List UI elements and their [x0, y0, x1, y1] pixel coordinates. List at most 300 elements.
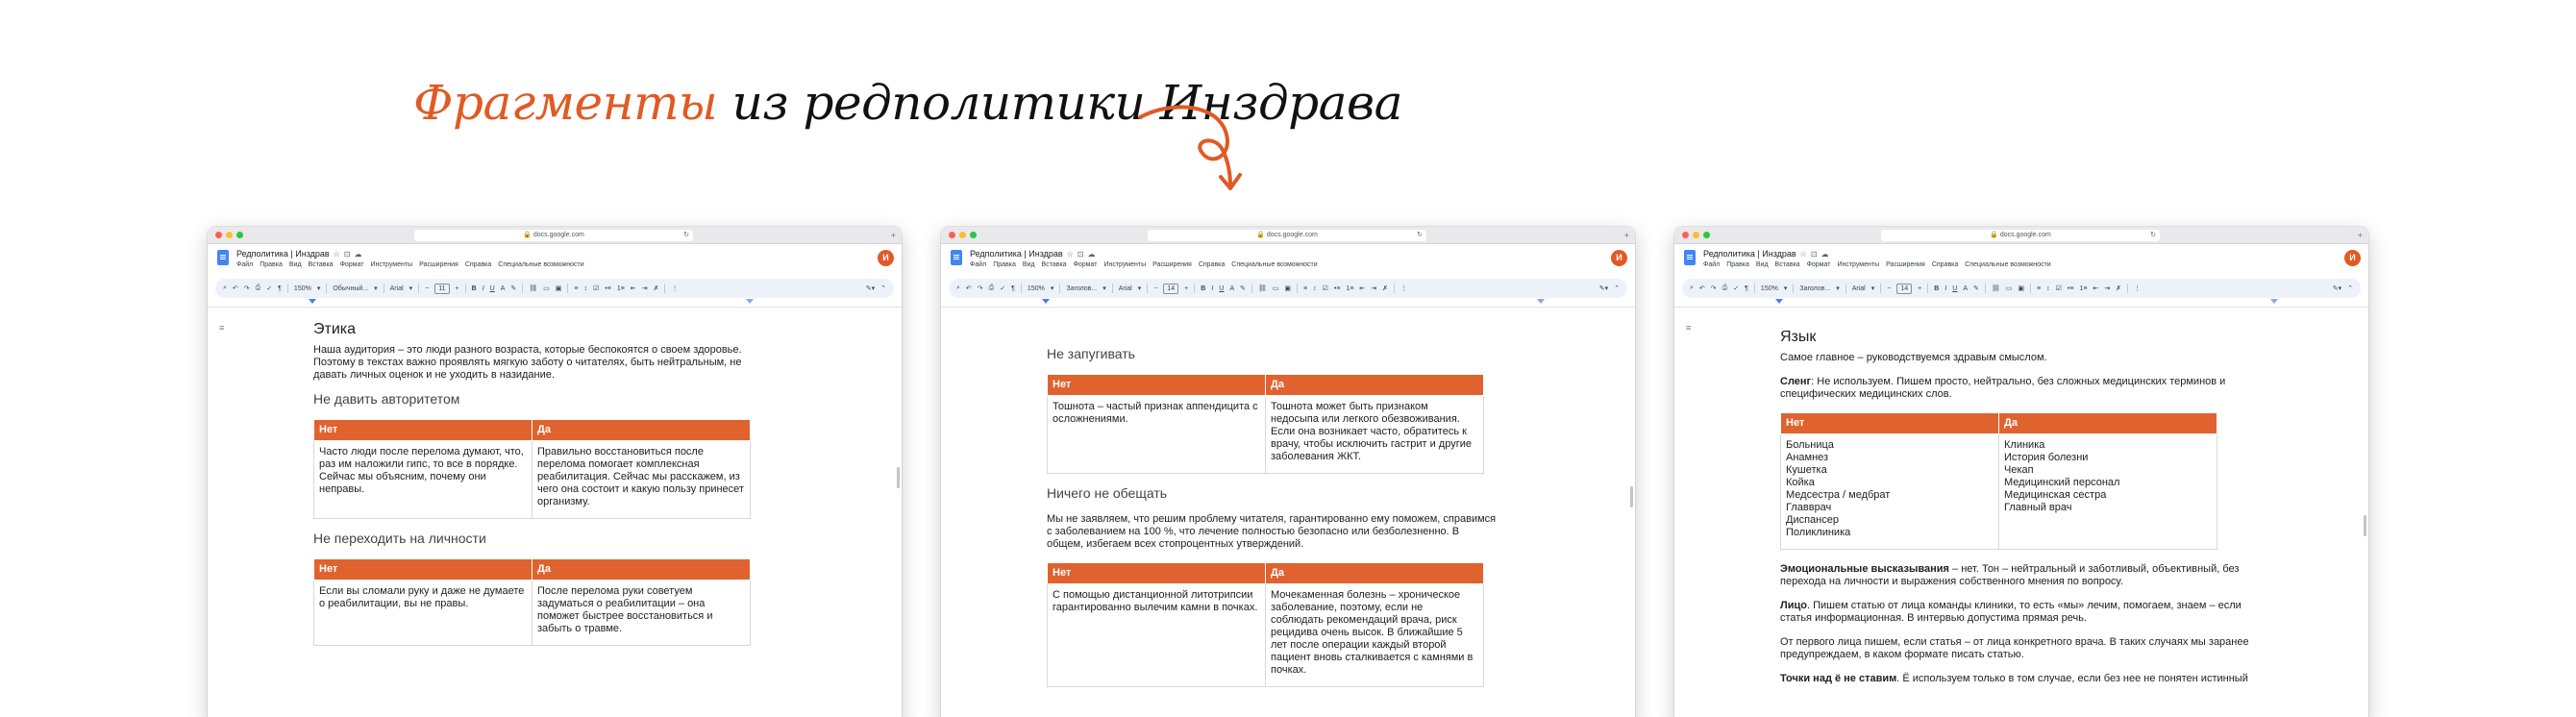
- redo-icon[interactable]: ↷: [1710, 285, 1717, 292]
- table-cell-yes: Мочекаменная болезнь – хроническое заболевание, поэтому, если не соблюдать рекомендаций врача, риск рецидива очень высок. В ближайшие 5 лет после операции каждый второй пациент вновь сталкивается с камнями в почках.: [1266, 584, 1484, 687]
- image-icon[interactable]: ▣: [555, 285, 562, 292]
- doc-title-row: [236, 249, 362, 259]
- comment-icon[interactable]: ▭: [1272, 285, 1279, 292]
- address-bar[interactable]: 🔒 docs.google.com ↻: [1881, 230, 2160, 241]
- docs-toolbar: [949, 279, 1627, 298]
- toolbar-divider: [1985, 284, 1986, 293]
- toolbar-divider: [326, 284, 327, 293]
- reload-icon[interactable]: ↻: [1417, 232, 1423, 238]
- toolbar-divider: [567, 284, 568, 293]
- window-controls: [1682, 232, 1710, 238]
- yo-text: . Ё используем только в том случае, если без нее не понятен истинный: [1896, 673, 2248, 684]
- subheading: Ничего не обещать: [1047, 485, 1168, 501]
- font-size-decrease-icon[interactable]: −: [1887, 284, 1892, 292]
- chevron-down-icon: ▾: [374, 285, 378, 292]
- section-title: Этика: [313, 321, 357, 337]
- toolbar-divider: [1754, 284, 1755, 293]
- paragraph: Наша аудитория – это люди разного возраста, которые беспокоятся о своем здоровье. Поэтому в текстах важно проявлять мягкую заботу о читателях, быть нейтральным, не давать личных оценок и не уходить в назидание.: [313, 344, 742, 381]
- table-header-row: [314, 420, 751, 441]
- table-row: [314, 581, 751, 646]
- move-icon[interactable]: ⊡: [343, 250, 351, 259]
- more-icon[interactable]: ⋮: [2134, 285, 2142, 292]
- edit-mode-icon[interactable]: ✎▾: [1598, 285, 1609, 292]
- ruler[interactable]: [1674, 298, 2368, 308]
- curved-arrow-icon: [1134, 96, 1269, 192]
- zoom-select[interactable]: 150%: [1027, 284, 1045, 292]
- close-button[interactable]: [1682, 232, 1689, 238]
- comparison-table: [1780, 412, 2217, 550]
- undo-icon[interactable]: ↶: [1698, 285, 1705, 292]
- avatar[interactable]: И: [878, 250, 894, 266]
- font-select[interactable]: Arial: [1851, 284, 1866, 292]
- ruler[interactable]: [208, 298, 902, 308]
- toolbar-divider: [465, 284, 466, 293]
- menu-insert[interactable]: Вставка: [308, 261, 334, 268]
- more-icon[interactable]: ⋮: [1400, 285, 1408, 292]
- menu-extensions[interactable]: Расширения: [419, 261, 458, 268]
- table-row: [1781, 434, 2217, 550]
- docs-header: [1674, 244, 2368, 279]
- table-row: [1048, 584, 1484, 687]
- table-cell-yes: Тошнота может быть признаком недосыпа или легкого обезвоживания. Если она возникает часто, обратитесь к врачу, чтобы исключить гастрит и другие заболевания ЖКТ.: [1266, 396, 1484, 474]
- zoom-button[interactable]: [236, 232, 243, 238]
- italic-icon[interactable]: I: [482, 284, 484, 292]
- headline-accent: Фрагменты: [413, 75, 718, 131]
- minimize-button[interactable]: [226, 232, 233, 238]
- table-row: [314, 441, 751, 519]
- menu-bar: [1703, 261, 2051, 268]
- list-item: Медицинская сестра: [2004, 489, 2107, 501]
- docs-window-ethics: [208, 227, 902, 717]
- outdent-icon[interactable]: ⇥: [641, 285, 648, 292]
- paragraph: От первого лица пишем, если статья – от лица конкретного врача. В таких случаях мы заранее предупреждаем, в каком формате писать статью.: [1780, 636, 2249, 660]
- docs-toolbar: [1682, 279, 2361, 298]
- move-icon[interactable]: ⊡: [1077, 250, 1084, 259]
- cloud-icon[interactable]: ☁: [354, 250, 362, 259]
- address-bar[interactable]: 🔒 docs.google.com ↻: [1148, 230, 1426, 241]
- italic-icon[interactable]: I: [1944, 284, 1947, 292]
- print-icon[interactable]: ⎙: [255, 284, 261, 291]
- font-size-increase-icon[interactable]: +: [1918, 284, 1922, 292]
- font-size-input[interactable]: 14: [1163, 284, 1178, 294]
- align-icon[interactable]: ≡: [2037, 284, 2042, 292]
- chevron-down-icon: ▾: [316, 285, 321, 292]
- spellcheck-icon[interactable]: ✓: [266, 285, 273, 292]
- spellcheck-icon[interactable]: ✓: [1733, 285, 1740, 292]
- right-indent-marker[interactable]: [2270, 299, 2278, 304]
- slang-label: Сленг: [1780, 376, 1812, 387]
- print-icon[interactable]: ⎙: [988, 284, 995, 291]
- menu-accessibility[interactable]: Специальные возможности: [1231, 261, 1318, 268]
- doc-page: [1780, 331, 2270, 697]
- menu-format[interactable]: Формат: [1073, 261, 1098, 268]
- bullet-list-icon[interactable]: •≡: [605, 284, 611, 292]
- window-controls: [215, 232, 243, 238]
- edit-mode-icon[interactable]: ✎▾: [865, 285, 876, 292]
- paragraph-emotions: [1780, 563, 2270, 588]
- link-icon[interactable]: ⛓: [1991, 285, 2000, 292]
- align-icon[interactable]: ≡: [574, 284, 579, 292]
- more-icon[interactable]: ⋮: [671, 285, 679, 292]
- chevron-down-icon: ▾: [1102, 285, 1106, 292]
- table-row: [1048, 396, 1484, 474]
- comparison-table: [1047, 562, 1484, 687]
- undo-icon[interactable]: ↶: [965, 285, 972, 292]
- emotions-label: Эмоциональные высказывания: [1780, 563, 1949, 575]
- yo-label: Точки над ё не ставим: [1780, 673, 1897, 684]
- star-icon[interactable]: ☆: [1799, 250, 1807, 259]
- outdent-icon[interactable]: ⇥: [1371, 285, 1377, 292]
- toolbar-divider: [2030, 284, 2031, 293]
- close-button[interactable]: [215, 232, 222, 238]
- list-item: История болезни: [2004, 452, 2089, 463]
- headline-rest: из редполитики Инздрава: [731, 75, 1402, 131]
- line-spacing-icon[interactable]: ↕: [1313, 284, 1317, 292]
- text-color-icon[interactable]: A: [1229, 284, 1234, 292]
- list-item: Кушетка: [1786, 464, 1827, 476]
- table-cell-no: Тошнота – частый признак аппендицита с осложнениями.: [1048, 396, 1266, 474]
- docs-header: [941, 244, 1635, 279]
- menu-edit[interactable]: Правка: [993, 261, 1016, 268]
- font-select[interactable]: Arial: [1118, 284, 1132, 292]
- checklist-icon[interactable]: ☑: [2055, 285, 2062, 292]
- search-icon[interactable]: ⌕: [1690, 284, 1694, 291]
- menu-view[interactable]: Вид: [288, 261, 302, 268]
- reload-icon[interactable]: ↻: [683, 232, 689, 238]
- chevron-down-icon: ▾: [1836, 285, 1840, 292]
- left-indent-marker[interactable]: [1775, 299, 1783, 304]
- column-header-yes: Да: [533, 420, 751, 441]
- zoom-button[interactable]: [970, 232, 977, 238]
- list-item: Чекап: [2004, 464, 2034, 476]
- comment-icon[interactable]: ▭: [2005, 285, 2013, 292]
- new-tab-icon[interactable]: +: [1623, 231, 1629, 240]
- link-icon[interactable]: ⛓: [529, 285, 538, 292]
- menu-edit[interactable]: Правка: [1726, 261, 1749, 268]
- doc-title-row: [1703, 249, 1829, 259]
- docs-logo-icon[interactable]: [1684, 250, 1696, 265]
- paragraph: Мы не заявляем, что решим проблему читателя, гарантированно ему поможем, справимся с заболеванием на 100 %, что лечение полностью безопасно или безболезненно. В общем, избегаем всех стопроцентных утверждений.: [1047, 513, 1497, 550]
- checklist-icon[interactable]: ☑: [593, 285, 600, 292]
- menu-tools[interactable]: Инструменты: [1837, 261, 1880, 268]
- star-icon[interactable]: ☆: [333, 250, 340, 259]
- table-cell-no: [1781, 434, 1999, 550]
- clear-format-icon[interactable]: ✗: [653, 285, 659, 292]
- toolbar-divider: [1194, 284, 1195, 293]
- bottom-fade: [208, 694, 902, 717]
- docs-window-no-scaring: [941, 227, 1635, 717]
- scrollbar[interactable]: [2364, 515, 2366, 536]
- table-cell-yes: Правильно восстановиться после перелома помогает комплексная реабилитация. Сейчас мы расскажем, из чего она состоит и какую пользу принесет организму.: [533, 441, 751, 519]
- menu-extensions[interactable]: Расширения: [1886, 261, 1925, 268]
- slang-text: : Не используем. Пишем просто, нейтрально, без сложных медицинских терминов и специфических медицинских слов.: [1780, 376, 2226, 400]
- subheading: Не запугивать: [1047, 346, 1135, 361]
- chevron-down-icon: ▾: [409, 285, 413, 292]
- column-header-yes: Да: [1999, 413, 2217, 434]
- toolbar-divider: [1927, 284, 1928, 293]
- highlight-icon[interactable]: ✎: [1240, 285, 1246, 292]
- subheading: Не переходить на личности: [313, 531, 486, 546]
- list-item: Анамнез: [1786, 452, 1829, 463]
- toolbar-divider: [664, 284, 665, 293]
- font-size-decrease-icon[interactable]: −: [1153, 284, 1158, 292]
- list-item: Клиника: [2004, 439, 2045, 451]
- ruler[interactable]: [941, 298, 1635, 308]
- minimize-button[interactable]: [1693, 232, 1699, 238]
- right-indent-marker[interactable]: [1537, 299, 1545, 304]
- close-button[interactable]: [949, 232, 955, 238]
- paint-format-icon[interactable]: ¶: [1011, 284, 1015, 292]
- redo-icon[interactable]: ↷: [243, 285, 250, 292]
- paragraph-slang: [1780, 376, 2270, 401]
- chevron-down-icon: ▾: [1783, 285, 1788, 292]
- table-cell-no: Если вы сломали руку и даже не думаете о реабилитации, вы не правы.: [314, 581, 533, 646]
- doc-page: [1047, 344, 1499, 701]
- underline-icon[interactable]: U: [1219, 284, 1225, 292]
- docs-window-language: [1674, 227, 2368, 717]
- toolbar-divider: [2127, 284, 2128, 293]
- checklist-icon[interactable]: ☑: [1322, 285, 1328, 292]
- scrollbar[interactable]: [897, 467, 900, 488]
- menu-bar: [236, 261, 584, 268]
- left-indent-marker[interactable]: [1042, 299, 1050, 304]
- comparison-table: [313, 419, 751, 519]
- browser-titlebar: [1674, 227, 2368, 244]
- menu-bar: [970, 261, 1318, 268]
- menu-view[interactable]: Вид: [1022, 261, 1035, 268]
- italic-icon[interactable]: I: [1211, 284, 1214, 292]
- menu-insert[interactable]: Вставка: [1041, 261, 1067, 268]
- table-cell-yes: [1999, 434, 2217, 550]
- zoom-select[interactable]: 150%: [293, 284, 311, 292]
- column-header-yes: Да: [533, 559, 751, 581]
- font-size-input[interactable]: 14: [1896, 284, 1912, 294]
- table-header-row: [1048, 563, 1484, 584]
- search-icon[interactable]: ⌕: [956, 284, 960, 291]
- bold-icon[interactable]: B: [1201, 284, 1206, 292]
- address-bar[interactable]: 🔒 docs.google.com ↻: [414, 230, 693, 241]
- text-color-icon[interactable]: A: [1963, 284, 1968, 292]
- menu-help[interactable]: Справка: [464, 261, 492, 268]
- toolbar-divider: [1297, 284, 1298, 293]
- docs-header: [208, 244, 902, 279]
- image-icon[interactable]: ▣: [1284, 285, 1292, 292]
- avatar[interactable]: И: [1611, 250, 1627, 266]
- numbered-list-icon[interactable]: 1≡: [2079, 284, 2088, 292]
- bottom-fade: [1674, 694, 2368, 717]
- cloud-icon[interactable]: ☁: [1087, 250, 1096, 259]
- menu-help[interactable]: Справка: [1931, 261, 1959, 268]
- font-size-increase-icon[interactable]: +: [455, 284, 459, 292]
- toolbar-divider: [1147, 284, 1148, 293]
- reload-icon[interactable]: ↻: [2150, 232, 2156, 238]
- doc-title[interactable]: Редполитика | Инздрав: [970, 249, 1063, 259]
- toolbar-divider: [1845, 284, 1846, 293]
- list-item: Медицинский персонал: [2004, 477, 2120, 488]
- new-tab-icon[interactable]: +: [890, 231, 896, 240]
- undo-icon[interactable]: ↶: [232, 285, 238, 292]
- list-item: Больница: [1786, 439, 1834, 451]
- url-text: docs.google.com: [1999, 232, 2051, 238]
- comparison-table: [313, 558, 751, 646]
- image-icon[interactable]: ▣: [2018, 285, 2025, 292]
- font-size-increase-icon[interactable]: +: [1184, 284, 1189, 292]
- doc-title[interactable]: Редполитика | Инздрав: [236, 249, 330, 259]
- collapse-icon[interactable]: ⌃: [880, 285, 886, 292]
- redo-icon[interactable]: ↷: [977, 285, 983, 292]
- scrollbar[interactable]: [1630, 486, 1633, 507]
- bullet-list-icon[interactable]: •≡: [2067, 284, 2074, 292]
- menu-format[interactable]: Формат: [1806, 261, 1831, 268]
- font-select[interactable]: Arial: [389, 284, 404, 292]
- star-icon[interactable]: ☆: [1066, 250, 1074, 259]
- column-header-no: Нет: [1048, 563, 1266, 584]
- style-select[interactable]: Обычный...: [333, 284, 369, 292]
- menu-tools[interactable]: Инструменты: [1103, 261, 1147, 268]
- browser-titlebar: [208, 227, 902, 244]
- comment-icon[interactable]: ▭: [543, 285, 550, 292]
- font-size-input[interactable]: 11: [434, 284, 449, 294]
- docs-logo-icon[interactable]: [217, 250, 229, 265]
- line-spacing-icon[interactable]: ↕: [2046, 284, 2050, 292]
- right-indent-marker[interactable]: [746, 299, 754, 304]
- collapse-icon[interactable]: ⌃: [1614, 285, 1620, 292]
- zoom-select[interactable]: 150%: [1760, 284, 1778, 292]
- paragraph-yo: [1780, 673, 2270, 685]
- outdent-icon[interactable]: ⇥: [2104, 285, 2111, 292]
- toolbar-divider: [1021, 284, 1022, 293]
- list-item: Поликлиника: [1786, 527, 1851, 538]
- outline-icon[interactable]: ≡: [1686, 323, 1692, 333]
- menu-accessibility[interactable]: Специальные возможности: [1965, 261, 2051, 268]
- table-header-row: [1781, 413, 2217, 434]
- bold-icon[interactable]: B: [1934, 284, 1940, 292]
- list-item: Главный врач: [2004, 502, 2072, 513]
- face-text: . Пишем статью от лица команды клиники, то есть «мы» лечим, помогаем, знаем – если статья информационная. В интервью допустима прямая речь.: [1780, 600, 2242, 624]
- chevron-down-icon: ▾: [1137, 285, 1142, 292]
- column-header-no: Нет: [1781, 413, 1999, 434]
- toolbar-divider: [1793, 284, 1794, 293]
- menu-extensions[interactable]: Расширения: [1152, 261, 1192, 268]
- paragraph: Самое главное – руководствуемся здравым смыслом.: [1780, 352, 2047, 363]
- style-select[interactable]: Заголов...: [1066, 284, 1098, 292]
- paragraph-face: [1780, 600, 2270, 625]
- menu-help[interactable]: Справка: [1198, 261, 1226, 268]
- bottom-fade: [941, 694, 1635, 717]
- column-header-yes: Да: [1266, 563, 1484, 584]
- outline-icon[interactable]: ≡: [219, 323, 225, 333]
- window-controls: [949, 232, 977, 238]
- toolbar-divider: [1112, 284, 1113, 293]
- underline-icon[interactable]: U: [489, 284, 495, 292]
- chevron-down-icon: ▾: [1870, 285, 1875, 292]
- menu-insert[interactable]: Вставка: [1774, 261, 1800, 268]
- menu-file[interactable]: Файл: [236, 261, 254, 268]
- spellcheck-icon[interactable]: ✓: [1000, 285, 1006, 292]
- face-label: Лицо: [1780, 600, 1807, 611]
- menu-file[interactable]: Файл: [1703, 261, 1721, 268]
- left-indent-marker[interactable]: [309, 299, 316, 304]
- edit-mode-icon[interactable]: ✎▾: [2332, 285, 2342, 292]
- doc-page: [313, 323, 765, 659]
- indent-icon[interactable]: ⇤: [2093, 285, 2099, 292]
- menu-view[interactable]: Вид: [1755, 261, 1769, 268]
- clear-format-icon[interactable]: ✗: [2116, 285, 2122, 292]
- bold-icon[interactable]: B: [471, 284, 477, 292]
- paint-format-icon[interactable]: ¶: [278, 284, 282, 292]
- toolbar-divider: [1394, 284, 1395, 293]
- list-item: Диспансер: [1786, 514, 1839, 526]
- toolbar-divider: [418, 284, 419, 293]
- cloud-icon[interactable]: ☁: [1821, 250, 1829, 259]
- menu-tools[interactable]: Инструменты: [370, 261, 413, 268]
- menu-accessibility[interactable]: Специальные возможности: [498, 261, 584, 268]
- table-header-row: [1048, 375, 1484, 396]
- align-icon[interactable]: ≡: [1303, 284, 1308, 292]
- column-header-no: Нет: [314, 420, 533, 441]
- clear-format-icon[interactable]: ✗: [1382, 285, 1389, 292]
- chevron-down-icon: ▾: [1050, 285, 1054, 292]
- subheading: Не давить авторитетом: [313, 391, 460, 407]
- bullet-list-icon[interactable]: •≡: [1333, 284, 1341, 292]
- doc-title-row: [970, 249, 1096, 259]
- emotions-text: – нет. Тон – нейтральный и заботливый, объективный, без перехода на личности и выражения собственного мнения по вопросу.: [1780, 563, 2240, 587]
- list-item: Койка: [1786, 477, 1815, 488]
- toolbar-divider: [287, 284, 288, 293]
- table-header-row: [314, 559, 751, 581]
- print-icon[interactable]: ⎙: [1721, 284, 1728, 291]
- numbered-list-icon[interactable]: 1≡: [1346, 284, 1354, 292]
- underline-icon[interactable]: U: [1952, 284, 1958, 292]
- browser-titlebar: [941, 227, 1635, 244]
- comparison-table: [1047, 374, 1484, 474]
- menu-format[interactable]: Формат: [339, 261, 364, 268]
- new-tab-icon[interactable]: +: [2357, 231, 2363, 240]
- highlight-icon[interactable]: ✎: [510, 285, 517, 292]
- table-cell-yes: После перелома руки советуем задуматься о реабилитации – она поможет быстрее восстановиться и забыть о травме.: [533, 581, 751, 646]
- indent-icon[interactable]: ⇤: [630, 285, 636, 292]
- menu-edit[interactable]: Правка: [260, 261, 283, 268]
- style-select[interactable]: Заголов...: [1799, 284, 1831, 292]
- section-title: Язык: [1780, 329, 1817, 345]
- doc-title[interactable]: Редполитика | Инздрав: [1703, 249, 1796, 259]
- column-header-no: Нет: [1048, 375, 1266, 396]
- indent-icon[interactable]: ⇤: [1359, 285, 1366, 292]
- paint-format-icon[interactable]: ¶: [1745, 284, 1748, 292]
- url-text: docs.google.com: [533, 232, 584, 238]
- table-cell-no: С помощью дистанционной литотрипсии гарантированно вылечим камни в почках.: [1048, 584, 1266, 687]
- move-icon[interactable]: ⊡: [1810, 250, 1818, 259]
- minimize-button[interactable]: [959, 232, 966, 238]
- line-spacing-icon[interactable]: ↕: [583, 284, 587, 292]
- menu-file[interactable]: Файл: [970, 261, 987, 268]
- table-cell-no: Часто люди после перелома думают, что, раз им наложили гипс, то все в порядке. Сейчас мы объясним, почему они неправы.: [314, 441, 533, 519]
- text-color-icon[interactable]: A: [500, 284, 506, 292]
- docs-toolbar: [215, 279, 894, 298]
- toolbar-divider: [1059, 284, 1060, 293]
- font-size-decrease-icon[interactable]: −: [425, 284, 430, 292]
- zoom-button[interactable]: [1703, 232, 1710, 238]
- highlight-icon[interactable]: ✎: [1973, 285, 1979, 292]
- collapse-icon[interactable]: ⌃: [2347, 285, 2353, 292]
- avatar[interactable]: И: [2344, 250, 2361, 266]
- toolbar-divider: [1880, 284, 1881, 293]
- search-icon[interactable]: ⌕: [223, 284, 227, 291]
- link-icon[interactable]: ⛓: [1257, 285, 1267, 292]
- numbered-list-icon[interactable]: 1≡: [616, 284, 625, 292]
- list-item: Главврач: [1786, 502, 1832, 513]
- docs-logo-icon[interactable]: [951, 250, 962, 265]
